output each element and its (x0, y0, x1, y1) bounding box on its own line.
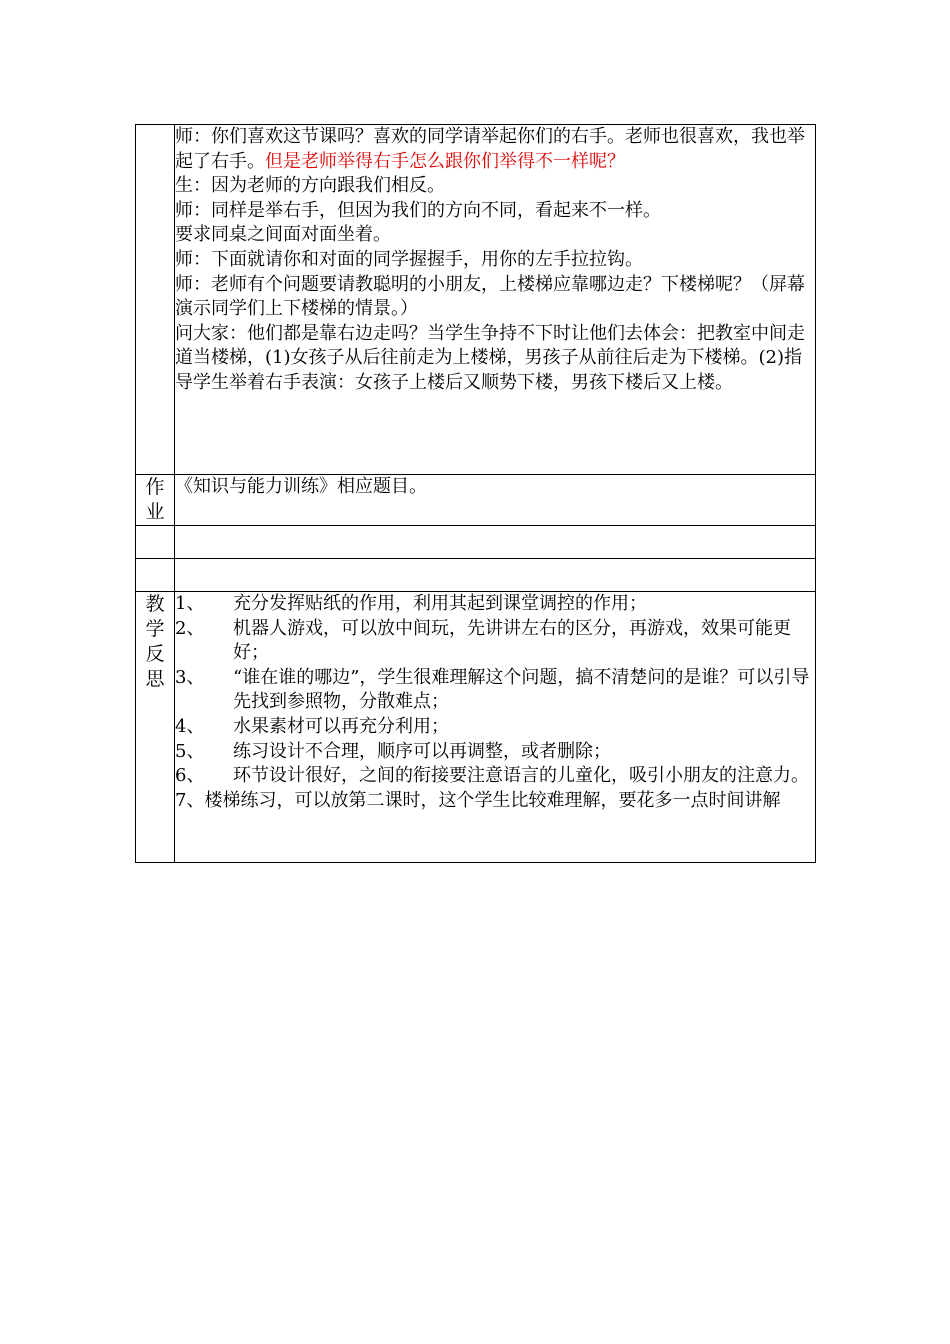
empty-cell (175, 559, 816, 592)
dialogue-label-cell (136, 125, 175, 475)
empty-cell (136, 559, 175, 592)
dialogue-content-cell (175, 125, 816, 475)
homework-row (136, 475, 816, 526)
list-item: 6、 环节设计很好，之间的衔接要注意语言的儿童化，吸引小朋友的注意力。 (175, 765, 809, 787)
empty-cell (136, 526, 175, 559)
dialogue-line: 师：老师有个问题要请教聪明的小朋友，上楼梯应靠哪边走？下楼梯呢？（屏幕演示同学们上下楼梯的情景。） (175, 273, 805, 320)
list-item: 2、 机器人游戏，可以放中间玩，先讲讲左右的区分，再游戏，效果可能更好； (175, 617, 791, 664)
dialogue-line: 师：你们喜欢这节课吗？喜欢的同学请举起你们的右手。老师也很喜欢，我也举起了右手。但是老师举得右手怎么跟你们举得不一样呢？ (175, 126, 805, 172)
dialogue-line: 要求同桌之间面对面坐着。 (175, 224, 391, 246)
list-item: 1、 充分发挥贴纸的作用，利用其起到课堂调控的作用； (175, 593, 647, 614)
dialogue-line: 生：因为老师的方向跟我们相反。 (175, 175, 445, 197)
dialogue-line: 问大家：他们都是靠右边走吗？当学生争持不下时让他们去体会：把教室中间走道当楼梯，(1)女孩子从后往前走为上楼梯，男孩子从前往后走为下楼梯。(2)指导学生举着右手表演：女孩子上楼后又顺势下楼，男孩下楼后又上楼。 (175, 322, 805, 393)
list-item: 4、 水果素材可以再充分利用； (175, 715, 449, 737)
reflection-label: 教 学 反 思 (136, 592, 175, 863)
list-item: 5、 练习设计不合理，顺序可以再调整，或者删除； (175, 740, 611, 762)
lesson-plan-table (135, 124, 816, 863)
homework-label: 作 业 (136, 475, 175, 526)
list-item-last: 7、楼梯练习，可以放第二课时，这个学生比较难理解，要花多一点时间讲解 (175, 789, 781, 811)
highlighted-question: 但是老师举得右手怎么跟你们举得不一样呢？ (265, 150, 625, 172)
dialogue-line: 师：下面就请你和对面的同学握握手，用你的左手拉拉钩。 (175, 248, 643, 270)
empty-cell (175, 526, 816, 559)
homework-text: 《知识与能力训练》相应题目。 (175, 475, 816, 526)
empty-row (136, 559, 816, 592)
empty-row (136, 526, 816, 559)
reflection-content (175, 592, 816, 863)
dialogue-line: 师：同样是举右手，但因为我们的方向不同，看起来不一样。 (175, 199, 661, 221)
dialogue-row (136, 125, 816, 475)
reflection-row (136, 592, 816, 863)
list-item: 3、 “谁在谁的哪边”，学生很难理解这个问题，搞不清楚问的是谁？可以引导先找到参照物，分散难点； (175, 666, 810, 713)
